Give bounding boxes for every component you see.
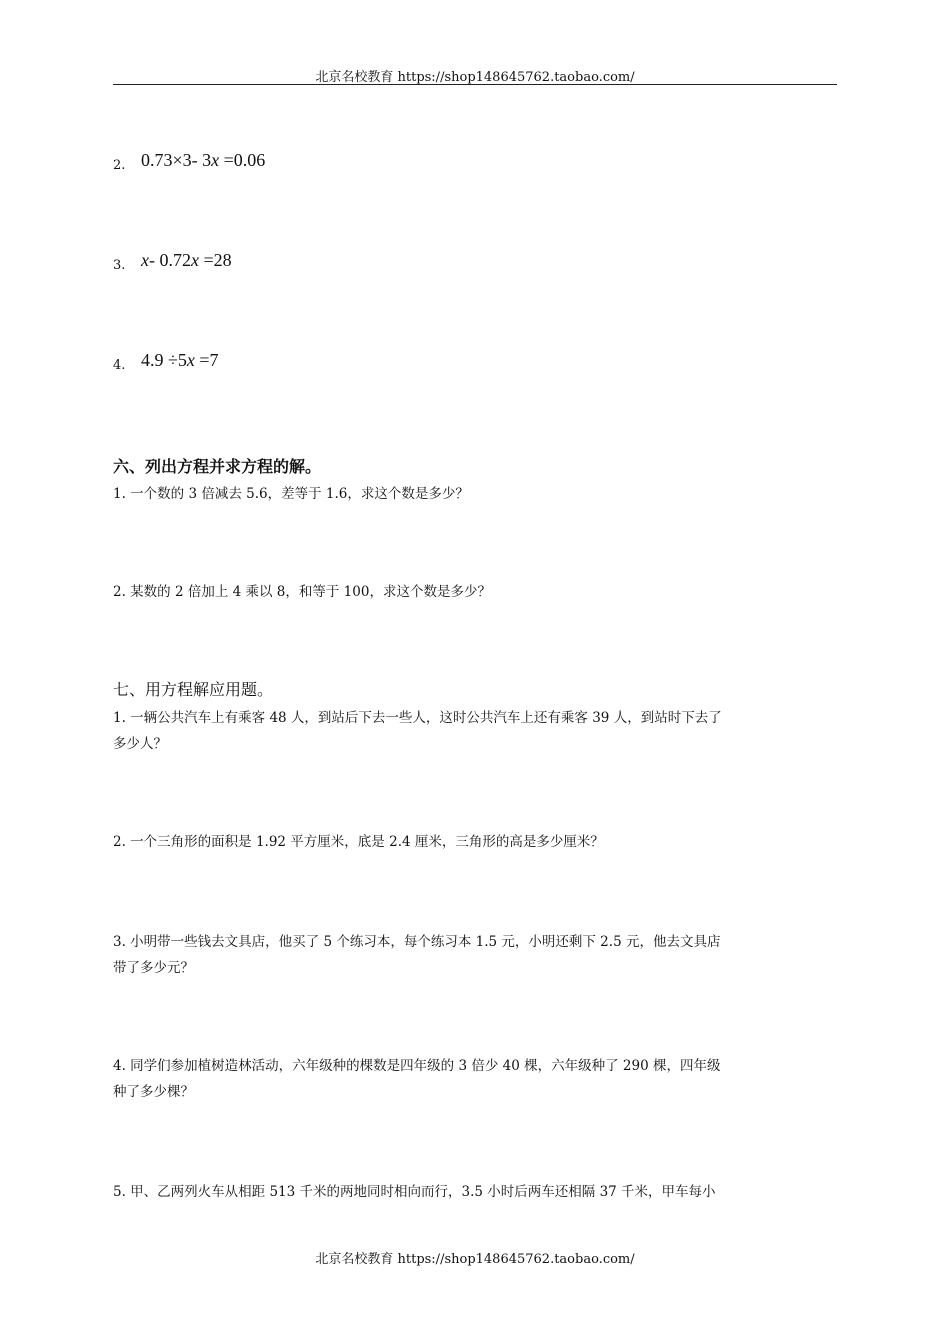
equation-variable: x xyxy=(211,150,220,170)
equation-text: =28 xyxy=(199,250,232,270)
equation-variable: x xyxy=(186,350,195,370)
question-7-5-line1: 5. 甲、乙两列火车从相距 513 千米的两地同时相向而行，3.5 小时后两车还相隔 37 千米，甲车每小 xyxy=(113,1184,716,1200)
page-header: 北京名校教育 https://shop148645762.taobao.com/ xyxy=(315,70,635,85)
section-7-title: 七、用方程解应用题。 xyxy=(113,680,274,699)
equation-number: 2. xyxy=(113,158,126,173)
equation-3 xyxy=(141,250,232,271)
equation-number: 3. xyxy=(113,258,126,273)
question-7-1-line1: 1. 一辆公共汽车上有乘客 48 人，到站后下去一些人，这时公共汽车上还有乘客 39 人，到站时下去了 xyxy=(113,710,722,726)
question-7-3-line1: 3. 小明带一些钱去文具店，他买了 5 个练习本，每个练习本 1.5 元，小明还剩下 2.5 元，他去文具店 xyxy=(113,934,721,950)
equation-text: =7 xyxy=(194,350,219,370)
question-6-1: 1. 一个数的 3 倍减去 5.6，差等于 1.6，求这个数是多少？ xyxy=(113,486,469,502)
header-divider xyxy=(113,84,837,85)
equation-variable: x xyxy=(191,250,199,270)
equation-4 xyxy=(141,350,219,371)
equation-text: ‐ 0.72 xyxy=(149,250,191,270)
question-7-1-line2: 多少人？ xyxy=(113,736,167,752)
question-7-4-line1: 4. 同学们参加植树造林活动，六年级种的棵数是四年级的 3 倍少 40 棵，六年级种了 290 棵，四年级 xyxy=(113,1058,721,1074)
equation-text: 0.73×3‐ 3 xyxy=(141,150,212,170)
question-7-3-line2: 带了多少元？ xyxy=(113,960,194,976)
equation-variable: x xyxy=(141,250,149,270)
page-footer: 北京名校教育 https://shop148645762.taobao.com/ xyxy=(315,1252,635,1267)
equation-text: =0.06 xyxy=(219,150,266,170)
equation-2 xyxy=(141,150,265,171)
equation-number: 4. xyxy=(113,358,126,373)
equation-text: 4.9 ÷5 xyxy=(141,350,187,370)
question-6-2: 2. 某数的 2 倍加上 4 乘以 8，和等于 100，求这个数是多少？ xyxy=(113,584,491,600)
question-7-4-line2: 种了多少棵？ xyxy=(113,1084,194,1100)
question-7-2: 2. 一个三角形的面积是 1.92 平方厘米，底是 2.4 厘米，三角形的高是多少厘米？ xyxy=(113,834,604,850)
section-6-title: 六、列出方程并求方程的解。 xyxy=(113,457,322,476)
